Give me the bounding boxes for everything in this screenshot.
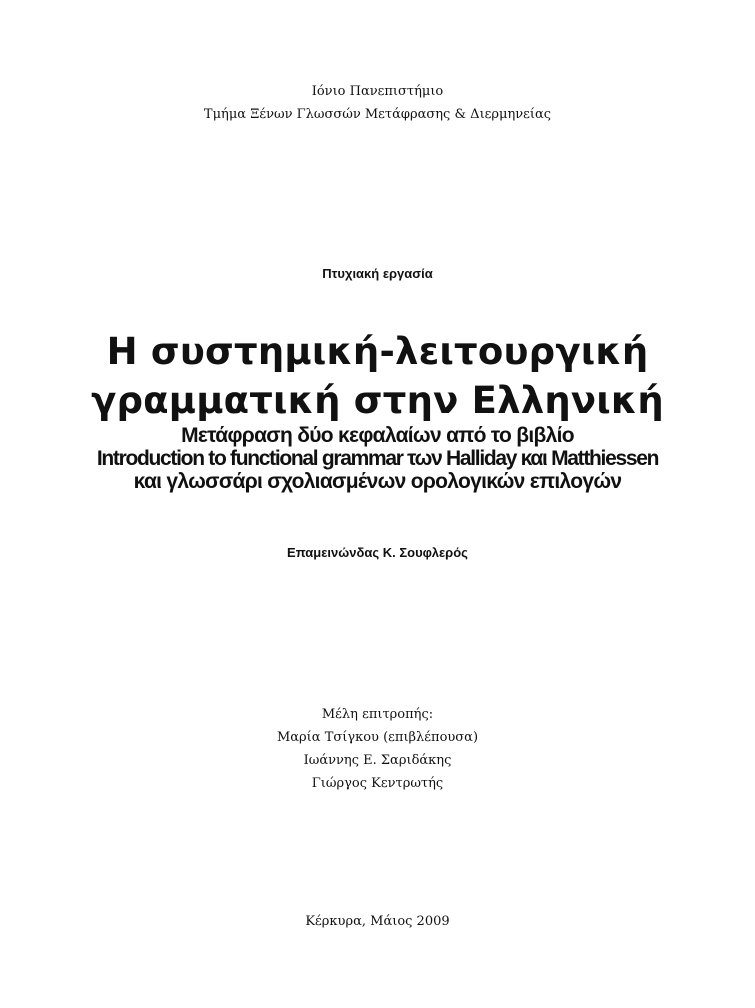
subtitle-line-1: Μετάφραση δύο κεφαλαίων από το βιβλίο <box>181 424 574 447</box>
title-line-2: γραμματική στην Ελληνική <box>91 379 664 422</box>
department-name: Τμήμα Ξένων Γλωσσών Μετάφρασης & Διερμηνείας <box>203 107 552 122</box>
place-date: Κέρκυρα, Μάιος 2009 <box>305 914 450 929</box>
committee-member: Ιωάννης Ε. Σαριδάκης <box>303 753 452 768</box>
title-line-1: Η συστημική-λειτουργική <box>106 330 649 373</box>
committee-member: Μαρία Τσίγκου (επιβλέπουσα) <box>276 730 479 745</box>
author-name: Επαμεινώνδας Κ. Σουφλερός <box>287 545 468 560</box>
subtitle-line-3: και γλωσσάρι σχολιασμένων ορολογικών επιλογών <box>133 470 622 493</box>
university-name: Ιόνιο Πανεπιστήμιο <box>311 84 444 99</box>
committee-heading: Μέλη επιτροπής: <box>321 707 434 722</box>
committee-member: Γιώργος Κεντρωτής <box>311 776 444 791</box>
document-type: Πτυχιακή εργασία <box>322 266 433 281</box>
subtitle-line-2: Introduction to functional grammar των Halliday και Matthiessen <box>96 447 659 470</box>
